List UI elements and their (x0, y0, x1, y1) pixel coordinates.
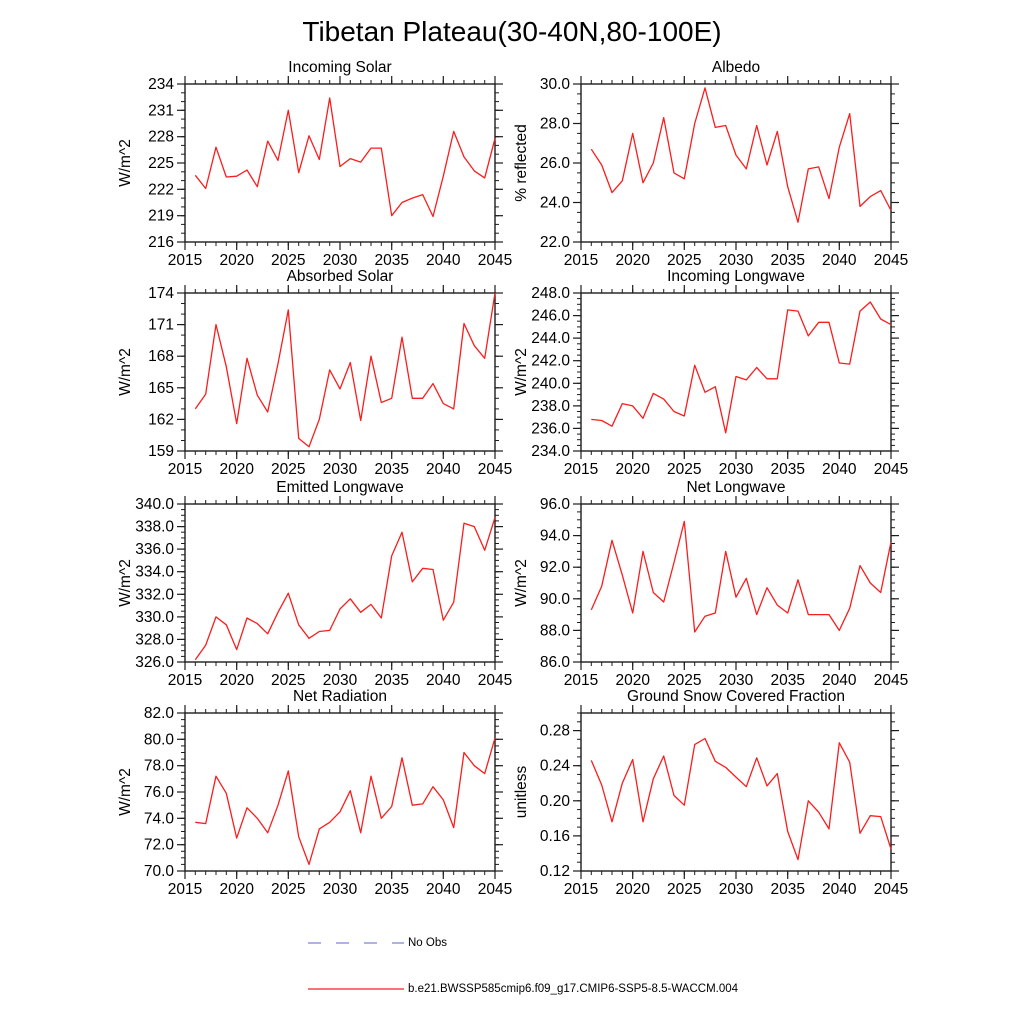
subplot-net-radiation (115, 687, 513, 901)
svg-text:246.0: 246.0 (531, 307, 570, 325)
svg-text:2020: 2020 (219, 672, 254, 689)
svg-text:168: 168 (148, 348, 174, 366)
subplot-title: Albedo (711, 59, 761, 76)
svg-text:242.0: 242.0 (531, 352, 570, 370)
subplot-title: Absorbed Solar (286, 268, 394, 285)
svg-text:2035: 2035 (770, 252, 805, 269)
svg-text:72.0: 72.0 (143, 836, 174, 854)
svg-text:26.0: 26.0 (539, 155, 570, 172)
plot-area-absorbed-solar (115, 267, 513, 481)
svg-text:70.0: 70.0 (143, 863, 174, 880)
svg-text:2045: 2045 (477, 461, 513, 478)
subplot-incoming-solar (115, 58, 513, 272)
svg-text:76.0: 76.0 (143, 784, 174, 801)
svg-text:2035: 2035 (374, 881, 409, 898)
svg-text:330.0: 330.0 (135, 608, 174, 626)
svg-text:2045: 2045 (873, 461, 909, 478)
svg-text:2020: 2020 (615, 461, 650, 478)
svg-text:90.0: 90.0 (539, 590, 570, 608)
subplot-net-longwave (511, 478, 909, 692)
svg-text:2025: 2025 (667, 672, 702, 689)
subplot-title: Incoming Longwave (667, 268, 805, 285)
svg-text:165: 165 (148, 379, 174, 397)
subplot-absorbed-solar (115, 267, 513, 481)
svg-text:2035: 2035 (770, 461, 805, 478)
svg-text:2025: 2025 (667, 881, 702, 898)
svg-text:2030: 2030 (322, 672, 358, 689)
svg-text:2035: 2035 (770, 881, 805, 898)
svg-text:228: 228 (148, 128, 174, 146)
svg-text:2040: 2040 (822, 461, 857, 478)
svg-text:340.0: 340.0 (135, 496, 174, 513)
y-axis-label: W/m^2 (117, 139, 134, 187)
svg-text:248.0: 248.0 (531, 285, 570, 302)
legend-label-no-obs: No Obs (408, 937, 447, 949)
svg-text:2015: 2015 (167, 252, 203, 269)
svg-text:2040: 2040 (426, 461, 461, 478)
svg-text:2030: 2030 (718, 881, 754, 898)
subplot-albedo (511, 58, 909, 272)
legend-row-no-obs (308, 935, 738, 951)
svg-text:2035: 2035 (374, 252, 409, 269)
svg-text:80.0: 80.0 (143, 731, 174, 749)
subplot-title: Ground Snow Covered Fraction (627, 688, 845, 705)
svg-text:28.0: 28.0 (539, 115, 570, 133)
svg-text:92.0: 92.0 (539, 559, 570, 577)
svg-text:96.0: 96.0 (539, 496, 570, 513)
svg-text:234.0: 234.0 (531, 443, 570, 460)
svg-text:2015: 2015 (563, 672, 599, 689)
svg-text:2030: 2030 (718, 252, 754, 269)
svg-text:2040: 2040 (426, 672, 461, 689)
svg-text:2025: 2025 (271, 252, 306, 269)
subplot-ground-snow-covered-fraction (511, 687, 909, 901)
svg-text:2025: 2025 (667, 252, 702, 269)
svg-text:2020: 2020 (219, 461, 254, 478)
svg-text:2045: 2045 (873, 672, 909, 689)
svg-text:2020: 2020 (219, 881, 254, 898)
subplot-title: Net Radiation (293, 688, 387, 705)
svg-text:2045: 2045 (873, 881, 909, 898)
svg-text:238.0: 238.0 (531, 397, 570, 415)
svg-text:0.20: 0.20 (539, 792, 570, 810)
svg-text:2030: 2030 (718, 461, 754, 478)
svg-text:2025: 2025 (271, 461, 306, 478)
y-axis-label: % reflected (513, 124, 530, 202)
svg-text:2020: 2020 (615, 252, 650, 269)
svg-text:30.0: 30.0 (539, 76, 570, 93)
svg-text:2030: 2030 (718, 672, 754, 689)
series-line-sample (308, 981, 404, 997)
svg-text:2015: 2015 (563, 881, 599, 898)
svg-text:225: 225 (148, 155, 174, 172)
svg-text:2040: 2040 (426, 881, 461, 898)
svg-text:162: 162 (148, 411, 174, 429)
svg-text:2015: 2015 (167, 461, 203, 478)
svg-text:234: 234 (148, 76, 174, 93)
svg-text:2045: 2045 (477, 881, 513, 898)
y-axis-label: W/m^2 (117, 559, 134, 607)
svg-text:334.0: 334.0 (135, 563, 174, 581)
legend (308, 935, 738, 1027)
svg-text:2030: 2030 (322, 461, 358, 478)
svg-text:336.0: 336.0 (135, 541, 174, 559)
svg-text:2045: 2045 (477, 252, 513, 269)
subplot-incoming-longwave (511, 267, 909, 481)
svg-text:216: 216 (148, 234, 174, 251)
svg-text:338.0: 338.0 (135, 518, 174, 536)
svg-text:171: 171 (148, 316, 174, 334)
svg-text:2015: 2015 (167, 881, 203, 898)
svg-text:86.0: 86.0 (539, 654, 570, 671)
svg-text:0.16: 0.16 (539, 827, 570, 845)
y-axis-label: unitless (513, 765, 530, 819)
legend-label-series: b.e21.BWSSP585cmip6.f09_g17.CMIP6-SSP5-8.5-WACCM.004 (408, 983, 739, 995)
svg-text:24.0: 24.0 (539, 194, 570, 212)
no-obs-line-sample (308, 935, 404, 951)
svg-text:2040: 2040 (822, 672, 857, 689)
svg-text:2025: 2025 (271, 881, 306, 898)
svg-text:2015: 2015 (563, 461, 599, 478)
y-axis-label: W/m^2 (513, 348, 530, 396)
svg-text:0.12: 0.12 (539, 863, 570, 880)
svg-text:2045: 2045 (873, 252, 909, 269)
plot-area-emitted-longwave (115, 478, 513, 692)
svg-text:0.28: 0.28 (539, 722, 570, 740)
svg-text:326.0: 326.0 (135, 654, 174, 671)
svg-text:2015: 2015 (167, 672, 203, 689)
svg-text:240.0: 240.0 (531, 375, 570, 393)
svg-text:2025: 2025 (667, 461, 702, 478)
svg-text:2030: 2030 (322, 881, 358, 898)
svg-text:2020: 2020 (615, 672, 650, 689)
y-axis-label: W/m^2 (513, 559, 530, 607)
svg-text:2020: 2020 (219, 252, 254, 269)
svg-text:174: 174 (148, 285, 174, 302)
svg-text:219: 219 (148, 207, 174, 225)
subplot-title: Emitted Longwave (276, 479, 404, 496)
svg-text:244.0: 244.0 (531, 330, 570, 348)
plot-area-ground-snow-covered-fraction (511, 687, 909, 901)
plot-area-net-longwave (511, 478, 909, 692)
figure-title: Tibetan Plateau(30-40N,80-100E) (302, 16, 722, 47)
svg-text:82.0: 82.0 (143, 705, 174, 722)
svg-text:2040: 2040 (426, 252, 461, 269)
svg-text:2035: 2035 (374, 461, 409, 478)
svg-text:74.0: 74.0 (143, 810, 174, 828)
svg-text:159: 159 (148, 443, 174, 460)
svg-text:328.0: 328.0 (135, 631, 174, 649)
svg-text:94.0: 94.0 (539, 527, 570, 545)
y-axis-label: W/m^2 (117, 348, 134, 396)
plot-area-albedo (511, 58, 909, 272)
svg-text:0.24: 0.24 (539, 757, 570, 775)
svg-text:2040: 2040 (822, 881, 857, 898)
plot-area-incoming-longwave (511, 267, 909, 481)
svg-text:2045: 2045 (477, 672, 513, 689)
svg-text:2040: 2040 (822, 252, 857, 269)
y-axis-label: W/m^2 (117, 768, 134, 816)
svg-text:22.0: 22.0 (539, 234, 570, 251)
legend-row-series (308, 981, 738, 997)
svg-text:2020: 2020 (615, 881, 650, 898)
svg-text:2025: 2025 (271, 672, 306, 689)
svg-text:332.0: 332.0 (135, 586, 174, 604)
svg-text:2030: 2030 (322, 252, 358, 269)
plot-area-net-radiation (115, 687, 513, 901)
svg-text:88.0: 88.0 (539, 622, 570, 640)
svg-text:2035: 2035 (374, 672, 409, 689)
svg-text:78.0: 78.0 (143, 757, 174, 775)
plot-area-incoming-solar (115, 58, 513, 272)
svg-text:2035: 2035 (770, 672, 805, 689)
subplot-emitted-longwave (115, 478, 513, 692)
svg-text:236.0: 236.0 (531, 420, 570, 438)
svg-text:2015: 2015 (563, 252, 599, 269)
subplot-title: Net Longwave (686, 479, 786, 496)
svg-text:231: 231 (148, 102, 174, 120)
subplot-title: Incoming Solar (288, 59, 392, 76)
svg-text:222: 222 (148, 181, 174, 199)
